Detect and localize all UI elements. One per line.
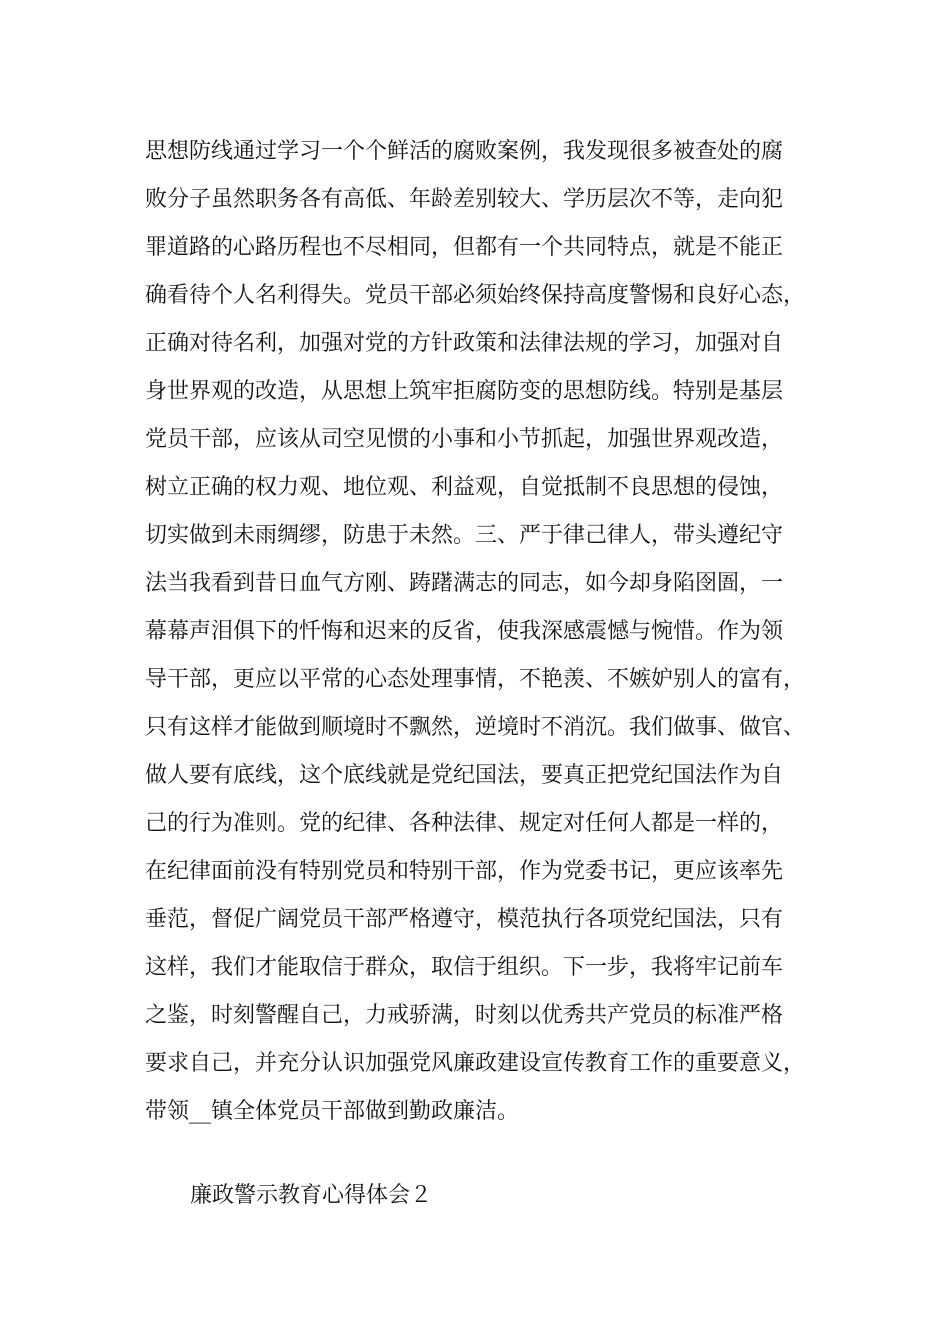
paragraph-line: 这样，我们才能取信于群众，取信于组织。下一步，我将牢记前车 [145,955,784,980]
paragraph-line: 垂范，督促广阔党员干部严格遵守，模范执行各项党纪国法，只有 [145,907,784,932]
paragraph-line: 树立正确的权力观、地位观、利益观，自觉抵制不良思想的侵蚀， [145,475,784,500]
paragraph-line: 在纪律面前没有特别党员和特别干部，作为党委书记，更应该率先 [145,859,784,884]
paragraph-line: 切实做到未雨绸缪，防患于未然。三、严于律己律人，带头遵纪守 [145,523,784,548]
paragraph-line: 思想防线通过学习一个个鲜活的腐败案例，我发现很多被查处的腐 [145,139,784,164]
paragraph-line: 败分子虽然职务各有高低、年龄差别较大、学历层次不等，走向犯 [145,187,784,212]
paragraph-line: 带领__镇全体党员干部做到勤政廉洁。 [145,1099,520,1124]
paragraph-line: 做人要有底线，这个底线就是党纪国法，要真正把党纪国法作为自 [145,763,784,788]
paragraph-line: 要求自己，并充分认识加强党风廉政建设宣传教育工作的重要意义， [145,1051,806,1076]
paragraph-line: 罪道路的心路历程也不尽相同，但都有一个共同特点，就是不能正 [145,235,784,260]
paragraph-line: 确看待个人名利得失。党员干部必须始终保持高度警惕和良好心态， [145,283,806,308]
section-heading: 廉政警示教育心得体会２ [190,1183,433,1208]
paragraph-line: 幕幕声泪俱下的忏悔和迟来的反省，使我深感震憾与惋惜。作为领 [145,619,784,644]
paragraph-line: 法当我看到昔日血气方刚、踌躇满志的同志，如今却身陷囹圄，一 [145,571,784,596]
paragraph-line: 正确对待名利，加强对党的方针政策和法律法规的学习，加强对自 [145,331,784,356]
paragraph-line: 己的行为准则。党的纪律、各种法律、规定对任何人都是一样的， [145,811,784,836]
paragraph-line: 之鉴，时刻警醒自己，力戒骄满，时刻以优秀共产党员的标准严格 [145,1003,784,1028]
paragraph-line: 身世界观的改造，从思想上筑牢拒腐防变的思想防线。特别是基层 [145,379,784,404]
paragraph-line: 导干部，更应以平常的心态处理事情，不艳羡、不嫉妒别人的富有， [145,667,806,692]
paragraph-line: 党员干部，应该从司空见惯的小事和小节抓起，加强世界观改造， [145,427,784,452]
paragraph-line: 只有这样才能做到顺境时不飘然，逆境时不消沉。我们做事、做官、 [145,715,806,740]
